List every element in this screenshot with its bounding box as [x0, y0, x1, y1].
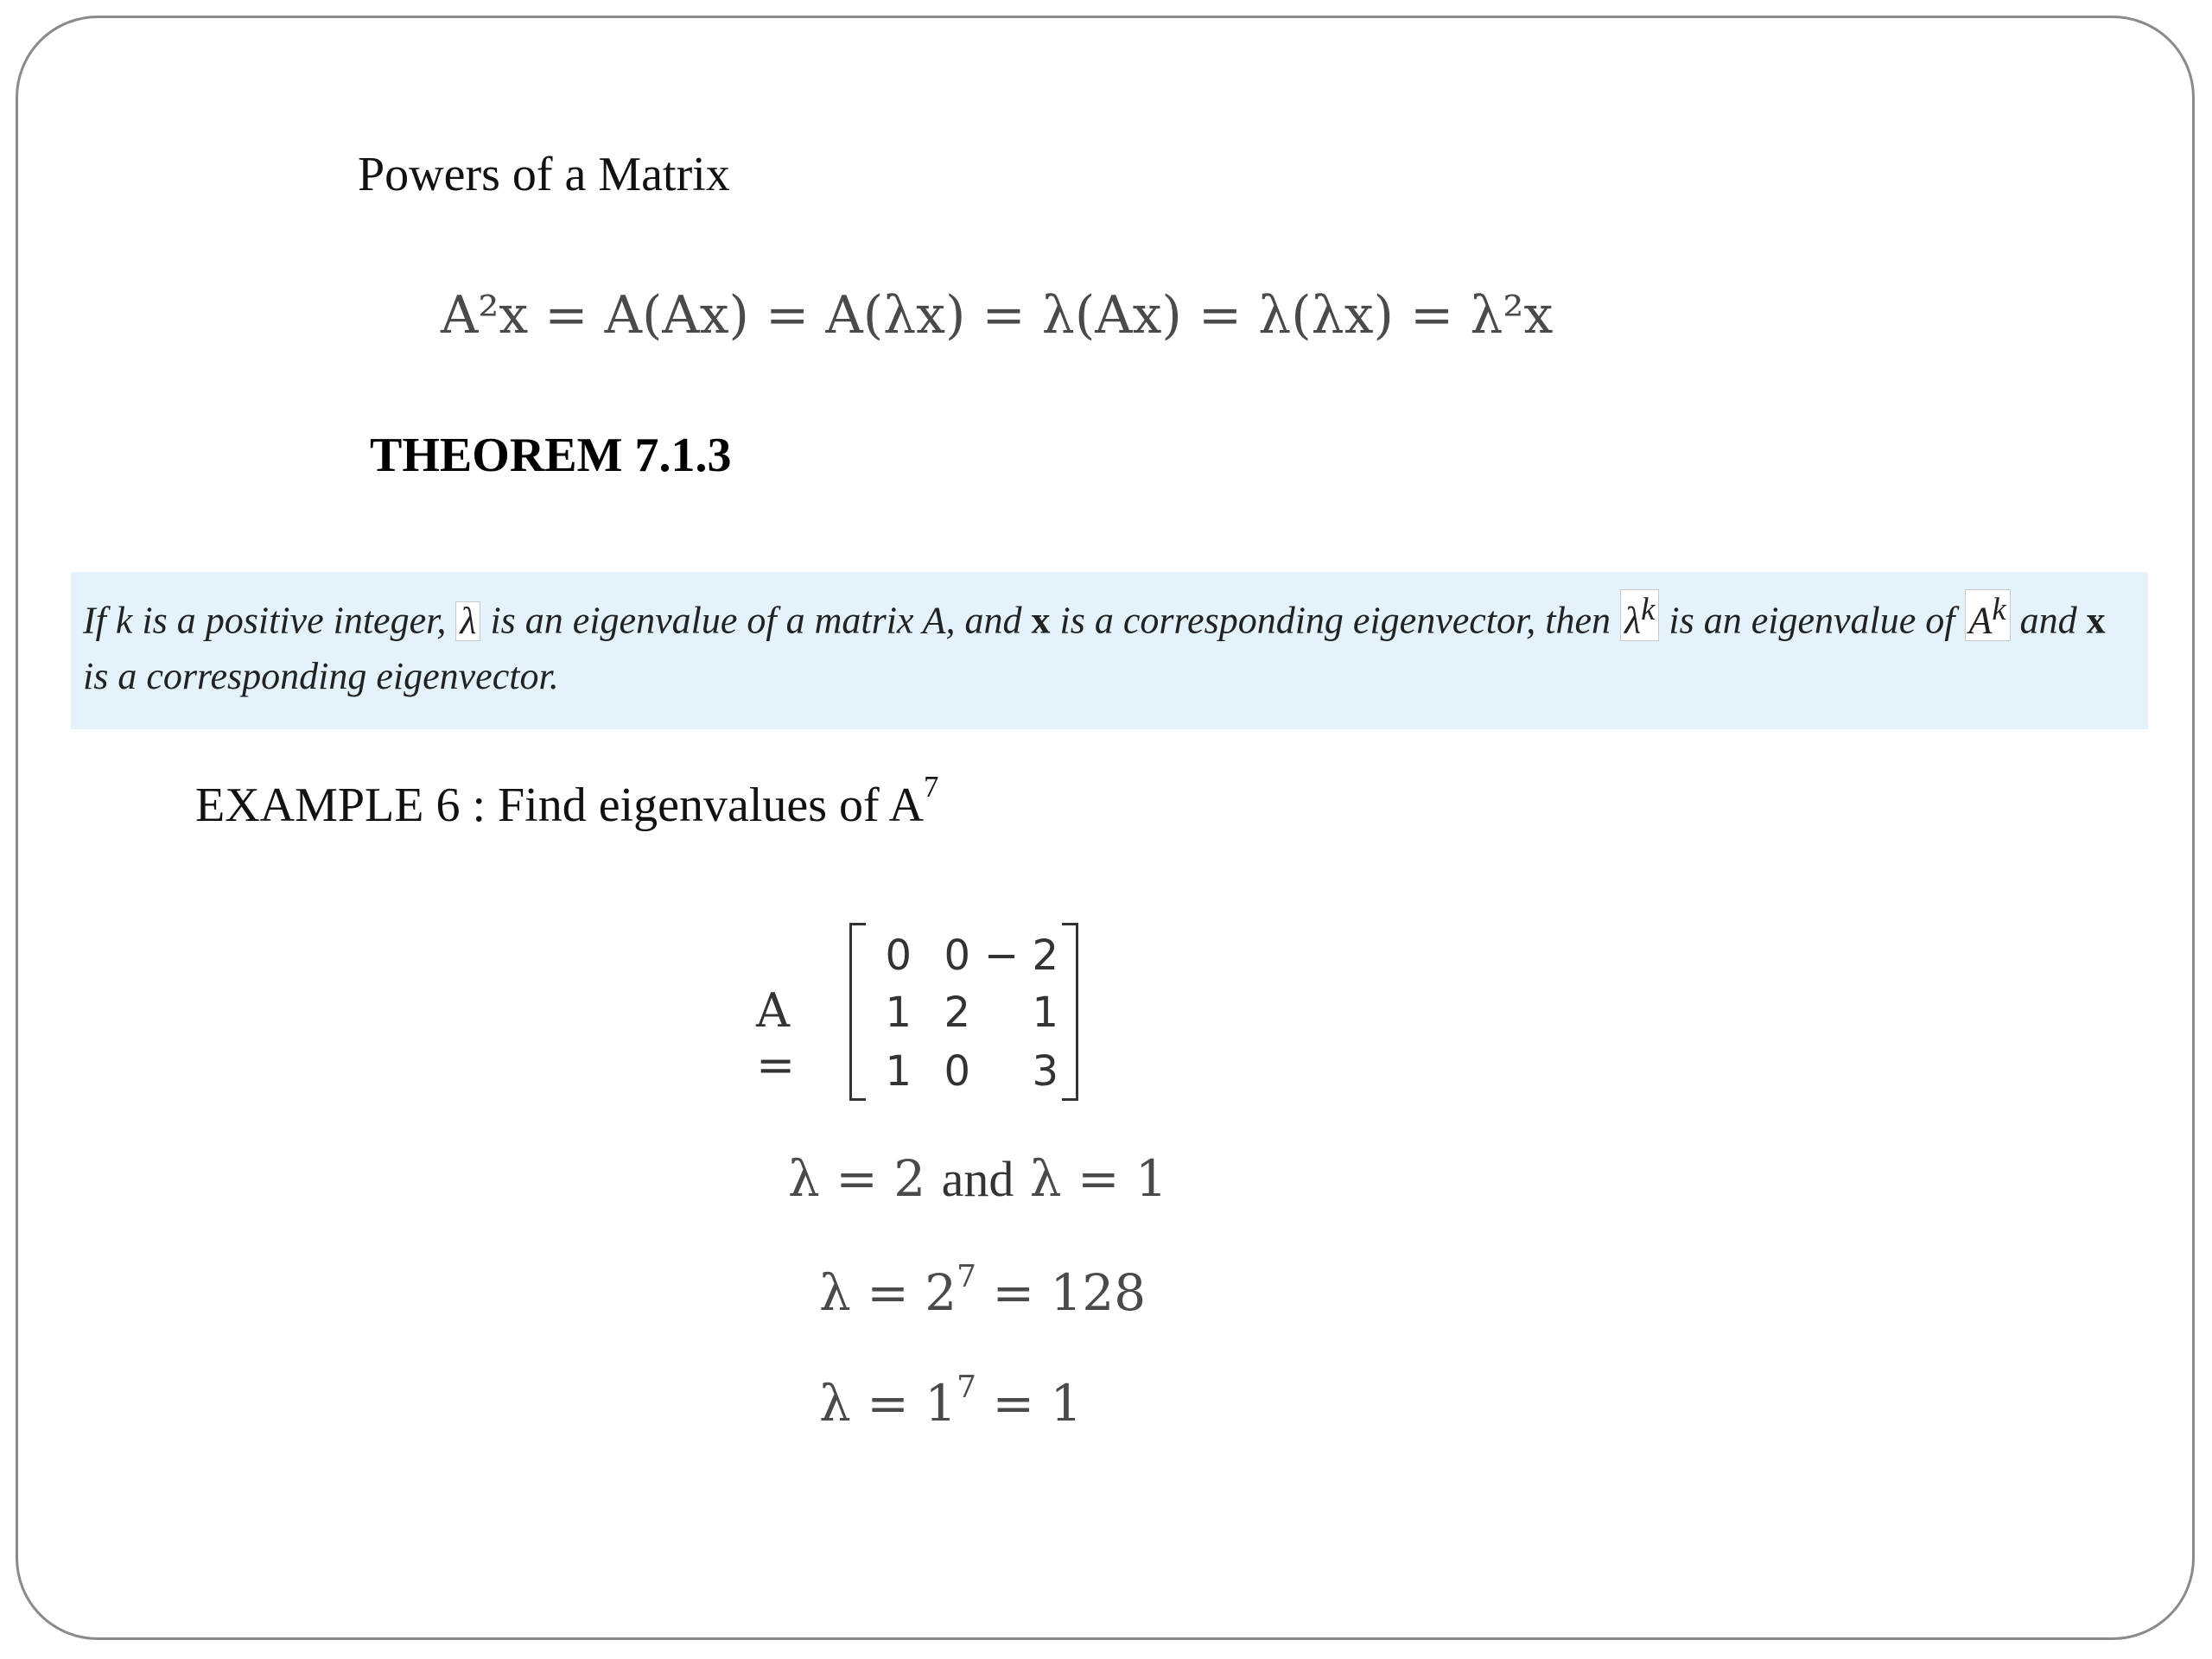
matrix-cell: 0 — [885, 931, 912, 980]
and-word: and — [941, 1151, 1014, 1207]
theorem-text-3: is a corresponding eigenvector, then — [1050, 599, 1621, 642]
matrix-cell: 1 — [1032, 988, 1058, 1037]
a-k-exponent: k — [1992, 591, 2006, 626]
theorem-text-4: is an eigenvalue of — [1659, 599, 1965, 642]
theorem-text-2: is an eigenvalue of a matrix A, and — [480, 599, 1032, 642]
matrix-cell: 1 — [885, 988, 912, 1037]
matrix-cell: 2 — [944, 988, 970, 1037]
matrix-cell: 0 — [944, 931, 970, 980]
theorem-text-1: If k is a positive integer, — [83, 599, 456, 642]
theorem-statement-box — [71, 572, 2148, 729]
eigenvalue-1: λ = 1 — [1029, 1149, 1167, 1208]
example-heading — [195, 770, 939, 833]
power-equation-1 — [819, 1370, 1083, 1433]
power-exponent: 7 — [957, 1370, 977, 1406]
theorem-text-6: is a corresponding eigenvector. — [83, 654, 559, 697]
theorem-heading: THEOREM 7.1.3 — [370, 429, 732, 482]
theorem-text-5: and — [2010, 599, 2087, 642]
example-text: EXAMPLE 6 : Find eigenvalues of A — [195, 779, 925, 832]
lambda-k-base: λ — [1624, 599, 1642, 642]
power-result: = 128 — [992, 1263, 1147, 1322]
theorem-statement — [83, 589, 2139, 704]
power-result: = 1 — [992, 1374, 1083, 1433]
matrix-cell: 3 — [1032, 1047, 1058, 1096]
a-k-symbol — [1965, 589, 2011, 641]
matrix-cell: 1 — [885, 1047, 912, 1096]
lambda-symbol: λ — [455, 601, 480, 641]
power-exponent: 7 — [957, 1259, 977, 1295]
matrix-cell: − 2 — [983, 931, 1058, 980]
slide-title: Powers of a Matrix — [358, 148, 730, 201]
eigenvalues-equation — [788, 1149, 1167, 1208]
powers-equation: A²x = A(Ax) = A(λx) = λ(Ax) = λ(λx) = λ²x — [441, 285, 1554, 346]
eigenvalue-2: λ = 2 — [788, 1149, 926, 1208]
lambda-k-exponent: k — [1641, 591, 1656, 626]
matrix-right-bracket — [1062, 923, 1078, 1101]
lambda-k-symbol — [1620, 589, 1659, 641]
power-equation-128 — [819, 1259, 1147, 1322]
a-k-base: A — [1968, 599, 1993, 642]
power-base: λ = 1 — [819, 1374, 957, 1433]
vector-x: x — [1031, 599, 1051, 642]
matrix-lhs: A = — [756, 983, 796, 1092]
power-base: λ = 2 — [819, 1263, 957, 1322]
example-exponent: 7 — [924, 770, 939, 804]
matrix-cell: 0 — [944, 1047, 970, 1096]
vector-x-2: x — [2086, 599, 2106, 642]
